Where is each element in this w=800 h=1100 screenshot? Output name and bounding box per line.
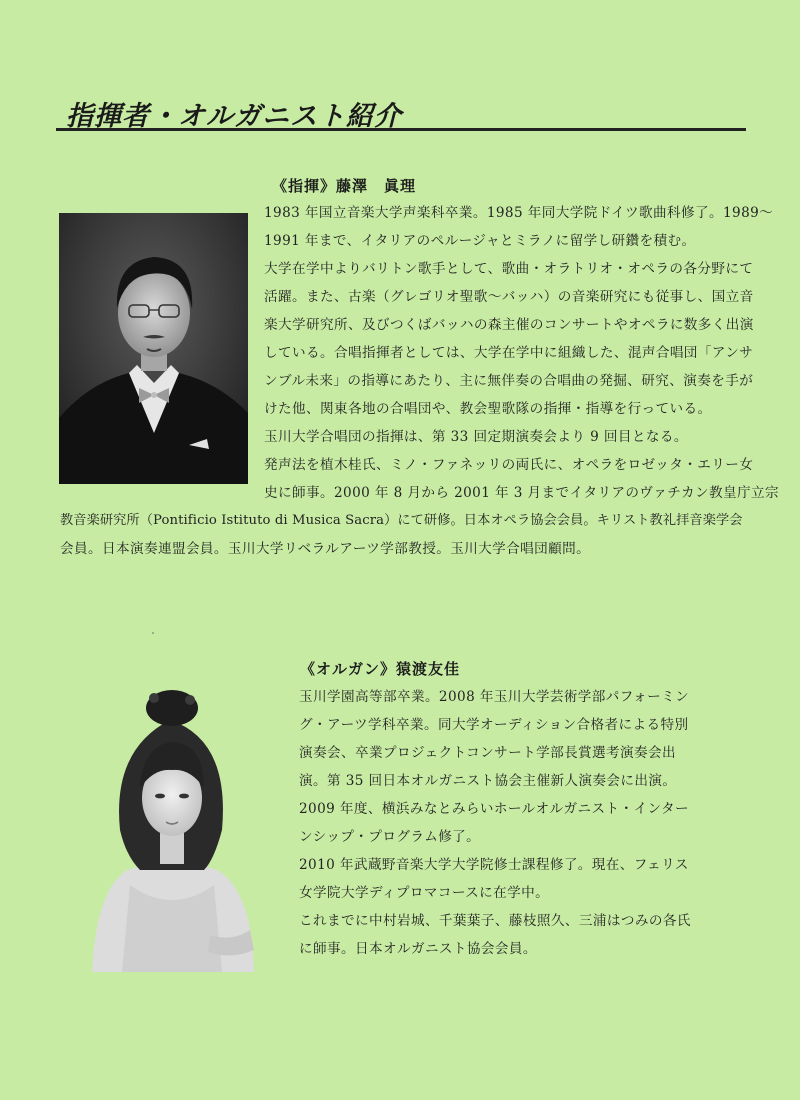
organist-bio-line: 演奏会、卒業プロジェクトコンサート学部長賞選考演奏会出 (299, 745, 677, 761)
conductor-bio-line: 1991 年まで、イタリアのペルージャとミラノに留学し研鑽を積む。 (264, 233, 696, 249)
conductor-bio-line: ンブル未来」の指導にあたり、主に無伴奏の合唱曲の発掘、研究、演奏を手が (264, 373, 754, 389)
conductor-bio-line: 1983 年国立音楽大学声楽科卒業。1985 年同大学院ドイツ歌曲科修了。1989～ (264, 205, 774, 221)
organist-bio-line: 演。第 35 回日本オルガニスト協会主催新人演奏会に出演。 (299, 773, 677, 789)
organist-bio-line: グ・アーツ学科卒業。同大学オーディション合格者による特別 (299, 717, 689, 733)
paper-speck (152, 632, 154, 634)
conductor-bio-continued (60, 507, 750, 563)
conductor-photo (59, 213, 248, 484)
conductor-bio-line: している。合唱指揮者としては、大学在学中に組織した、混声合唱団「アンサ (264, 345, 754, 361)
conductor-heading: 《指揮》藤澤 眞理 (272, 177, 417, 195)
page-title: 指揮者・オルガニスト紹介 (66, 101, 402, 132)
conductor-bio-line: 史に師事。2000 年 8 月から 2001 年 3 月までイタリアのヴァチカン教皇庁立宗 (264, 485, 779, 501)
organist-bio-line: ンシップ・プログラム修了。 (299, 829, 481, 845)
conductor-bio-line: 楽大学研究所、及びつくばバッハの森主催のコンサートやオペラに数多く出演 (264, 317, 754, 333)
organist-heading: 《オルガン》猿渡友佳 (300, 660, 461, 678)
organist-bio-line: 2009 年度、横浜みなとみらいホールオルガニスト・インター (299, 801, 689, 817)
organist-bio-line: これまでに中村岩城、千葉葉子、藤枝照久、三浦はつみの各氏 (299, 913, 691, 929)
conductor-bio-line: 発声法を植木桂氏、ミノ・ファネッリの両氏に、オペラをロゼッタ・エリー女 (264, 457, 754, 473)
conductor-bio (264, 199, 779, 507)
conductor-bio-line: けた他、関東各地の合唱団や、教会聖歌隊の指揮・指導を行っている。 (264, 401, 712, 417)
title-divider (56, 128, 746, 131)
conductor-bio-line: 玉川大学合唱団の指揮は、第 33 回定期演奏会より 9 回目となる。 (264, 429, 688, 445)
organist-bio (299, 683, 749, 963)
organist-photo (82, 680, 260, 972)
organist-bio-line: に師事。日本オルガニスト協会会員。 (299, 941, 537, 957)
conductor-bio-line: 教音楽研究所（Pontificio Istituto di Musica Sacra）にて研修。日本オペラ協会会員。キリスト教礼拝音楽学会 (60, 513, 743, 528)
organist-bio-line: 2010 年武蔵野音楽大学大学院修士課程修了。現在、フェリス (299, 857, 689, 873)
organist-bio-line: 女学院大学ディプロマコースに在学中。 (299, 885, 550, 901)
conductor-bio-line: 活躍。また、古楽（グレゴリオ聖歌～バッハ）の音楽研究にも従事し、国立音 (264, 289, 754, 305)
conductor-bio-line: 会員。日本演奏連盟会員。玉川大学リベラルアーツ学部教授。玉川大学合唱団顧問。 (60, 541, 591, 557)
conductor-bio-line: 大学在学中よりバリトン歌手として、歌曲・オラトリオ・オペラの各分野にて (264, 261, 754, 277)
organist-bio-line: 玉川学園高等部卒業。2008 年玉川大学芸術学部パフォーミン (299, 689, 690, 705)
